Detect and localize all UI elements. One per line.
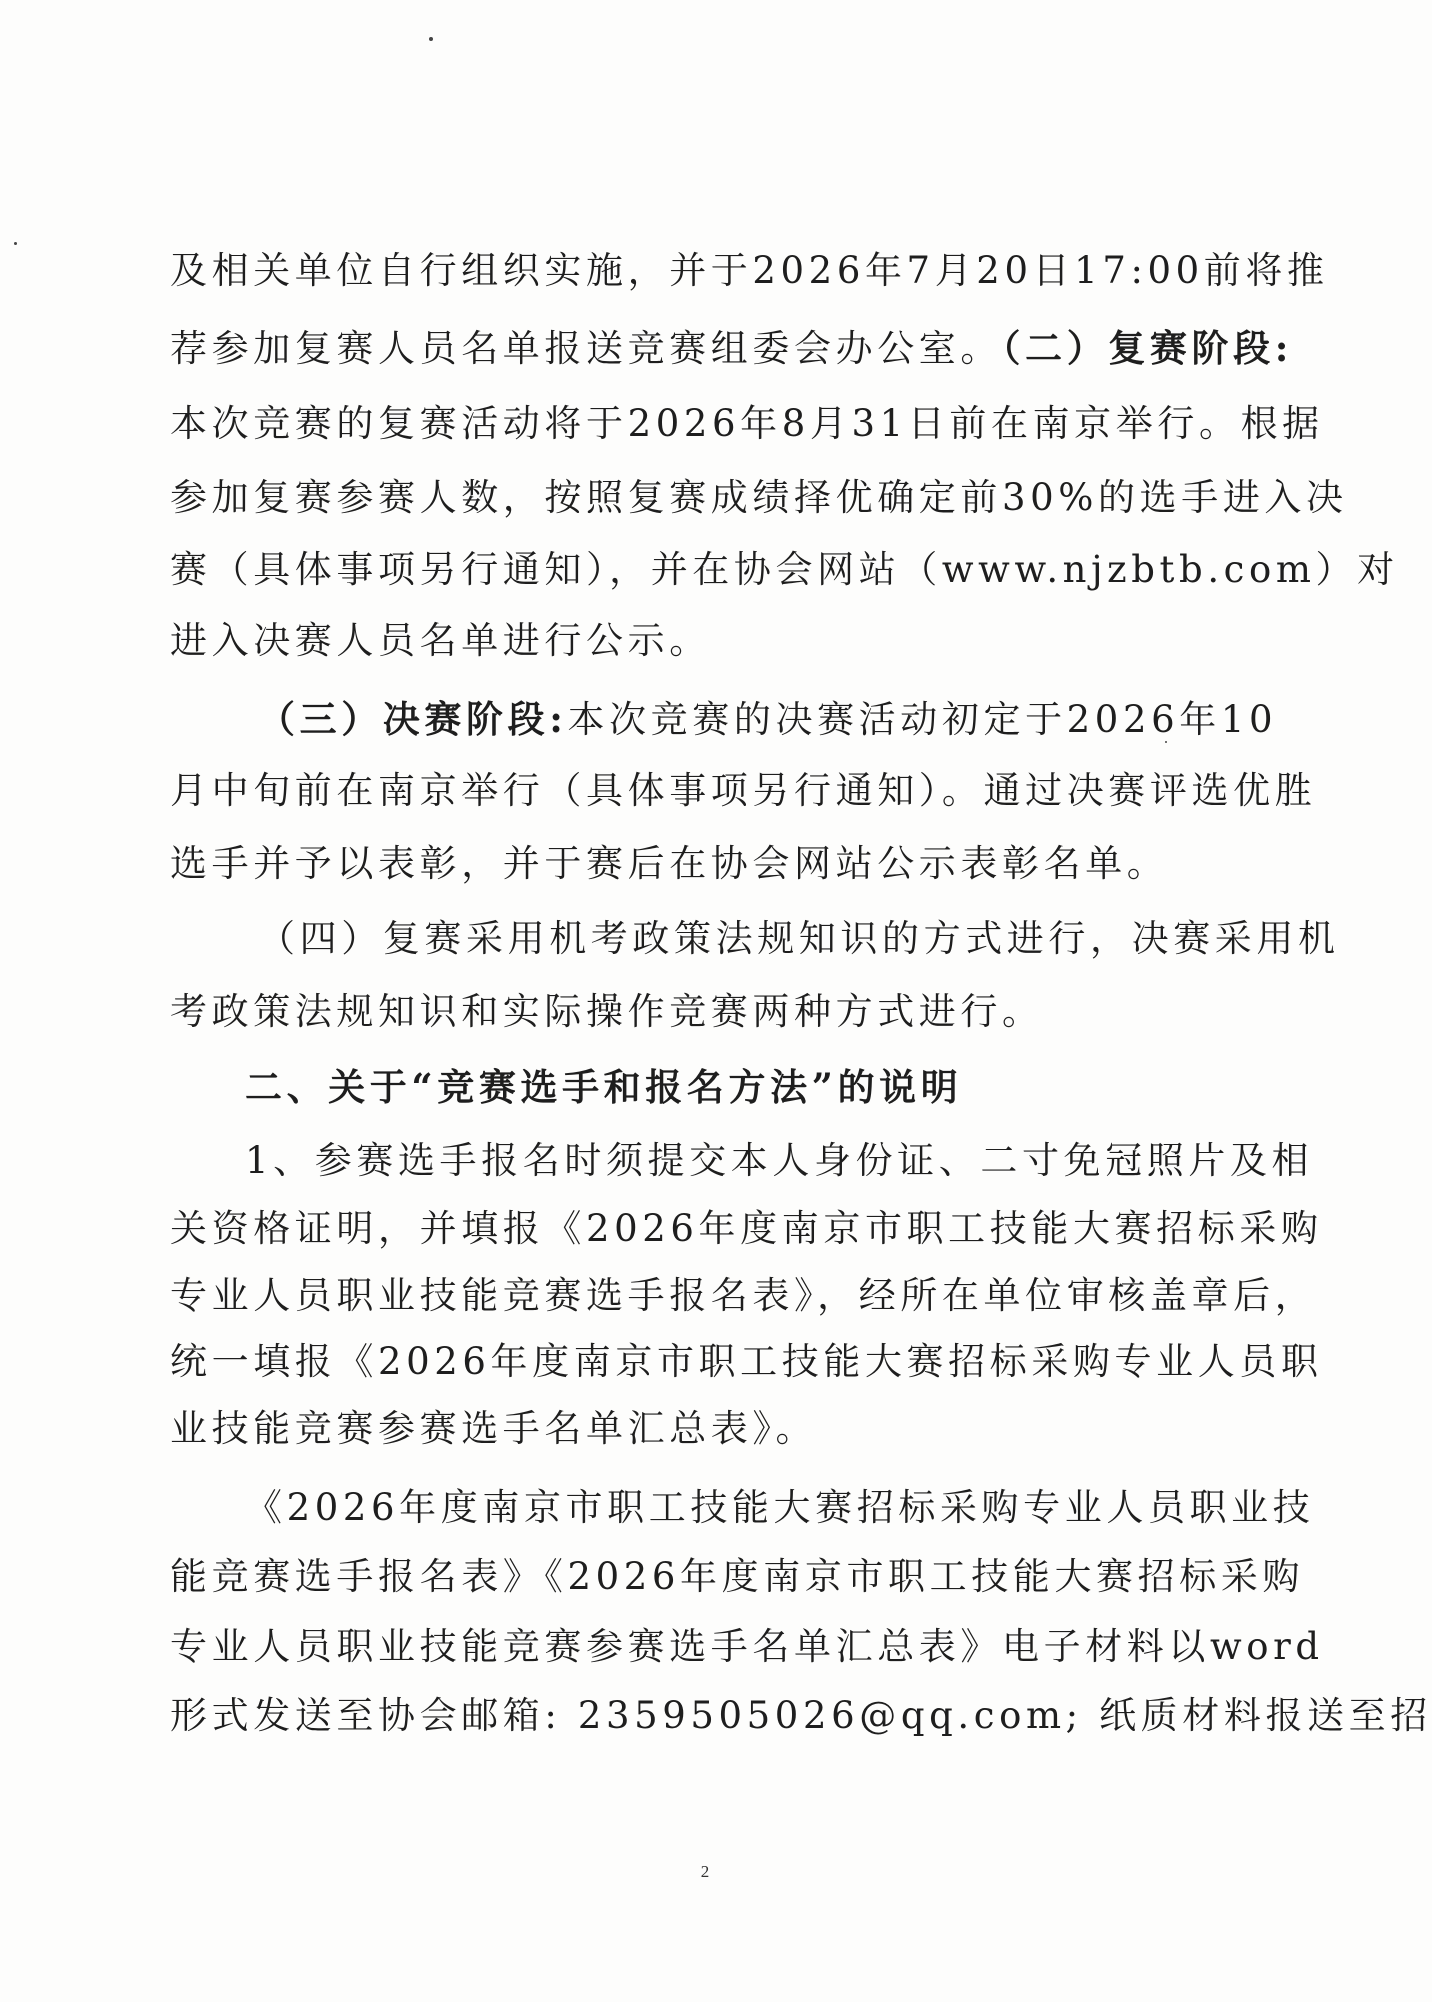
scan-speck <box>429 37 433 41</box>
text-line <box>245 1484 1315 1532</box>
text-line <box>170 1338 1323 1386</box>
text-line <box>245 1063 1265 1111</box>
scan-speck <box>1165 741 1167 743</box>
text-line <box>170 546 1399 594</box>
text-line <box>170 400 1324 448</box>
text-run: 形式发送至协会邮箱: 2359505026@qq.com; 纸质材料报送至招 <box>170 1694 1432 1737</box>
text-run: 月中旬前在南京举行（具体事项另行通知）。通过决赛评选优胜 <box>170 769 1317 812</box>
text-run: 关资格证明，并填报《2026年度南京市职工技能大赛招标采购 <box>170 1207 1323 1250</box>
text-line <box>245 1137 1314 1185</box>
text-run: 荐参加复赛人员名单报送竞赛组委会办公室。 <box>170 327 1002 370</box>
text-line <box>170 1272 1317 1320</box>
text-run: 能竞赛选手报名表》《2026年度南京市职工技能大赛招标采购 <box>170 1555 1305 1598</box>
section-heading-final: （三）决赛阶段: <box>258 697 568 741</box>
text-run: 专业人员职业技能竞赛选手报名表》，经所在单位审核盖章后， <box>170 1274 1317 1317</box>
text-run: 业技能竞赛参赛选手名单汇总表》。 <box>170 1407 818 1450</box>
text-run: 赛（具体事项另行通知），并在协会网站（www.njzbtb.com）对 <box>170 548 1399 591</box>
text-line <box>170 840 1265 888</box>
text-line <box>170 767 1317 815</box>
text-line <box>170 617 1265 665</box>
text-run: 统一填报《2026年度南京市职工技能大赛招标采购专业人员职 <box>170 1340 1323 1383</box>
text-line <box>170 247 1329 295</box>
text-run: 本次竞赛的决赛活动初定于2026年10 <box>567 698 1278 741</box>
text-line <box>170 1692 1432 1740</box>
text-run: 专业人员职业技能竞赛参赛选手名单汇总表》电子材料以word <box>170 1625 1324 1668</box>
text-run: 进入决赛人员名单进行公示。 <box>170 619 711 662</box>
section-heading-semifinal: （二）复赛阶段: <box>1002 326 1293 370</box>
text-line <box>170 1405 1265 1453</box>
text-run: 考政策法规知识和实际操作竞赛两种方式进行。 <box>170 990 1044 1033</box>
text-run: 本次竞赛的复赛活动将于2026年8月31日前在南京举行。根据 <box>170 402 1324 445</box>
scan-speck <box>14 242 17 245</box>
text-line <box>258 915 1340 963</box>
text-line <box>258 695 1278 743</box>
page-number: 2 <box>700 1862 710 1881</box>
text-run: 《2026年度南京市职工技能大赛招标采购专业人员职业技 <box>245 1486 1315 1529</box>
text-run: 1、参赛选手报名时须提交本人身份证、二寸免冠照片及相 <box>245 1139 1314 1182</box>
text-line <box>170 988 1265 1036</box>
section-heading-registration: 二、关于“竞赛选手和报名方法”的说明 <box>245 1065 963 1109</box>
text-line <box>170 474 1348 522</box>
text-run: （四）复赛采用机考政策法规知识的方式进行，决赛采用机 <box>258 917 1340 960</box>
text-run: 及相关单位自行组织实施，并于2026年7月20日17:00前将推 <box>170 249 1329 292</box>
text-line <box>170 1623 1324 1671</box>
text-run: 选手并予以表彰，并于赛后在协会网站公示表彰名单。 <box>170 842 1169 885</box>
text-line <box>170 324 1293 372</box>
text-line <box>170 1553 1305 1601</box>
text-run: 参加复赛参赛人数，按照复赛成绩择优确定前30%的选手进入决 <box>170 476 1348 519</box>
text-line <box>170 1205 1323 1253</box>
